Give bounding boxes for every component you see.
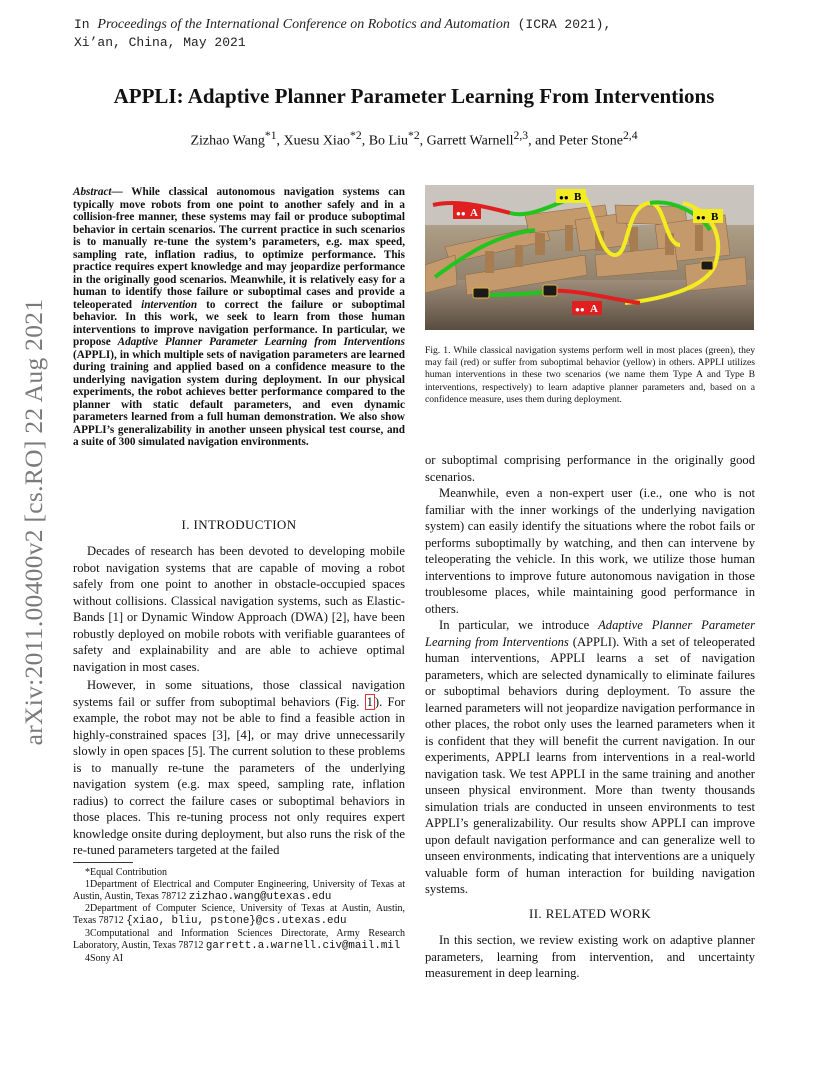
related-paragraph-1: In this section, we review existing work on adaptive planner parameters, learning from intervention, and uncertainty measurement in deep learning.	[425, 933, 755, 980]
footnote-rule	[73, 862, 133, 863]
conference-header	[74, 16, 774, 52]
footnote-2	[73, 903, 405, 928]
footnote-2-email: {xiao, bliu, pstone}@cs.utexas.edu	[126, 915, 347, 928]
intro-paragraph-1: Decades of research has been devoted to developing mobile robot navigation systems that are capable of moving a robot safely from one point to another in obstacle-occupied spaces without collisions. Classical navigation systems, such as Elastic-Bands [1] or Dynamic Window Approach (DWA) [2], have been robustly deployed on mobile robots with verifiable guarantees of safety and explainability and are able to achieve optimal navigation in most cases.	[73, 544, 405, 674]
abstract-text-2: to correct the failure or suboptimal behavior. In this work, we seek to learn from those human interventions to improve navigation performance. In particular, we propose	[73, 298, 405, 348]
conference-line-2: Xi’an, China, May 2021	[74, 35, 246, 50]
related-work-body	[425, 932, 755, 984]
abstract-label: Abstract	[73, 186, 112, 198]
footnotes	[73, 867, 405, 964]
footnote-1	[73, 879, 405, 904]
section-heading-related-work: II. RELATED WORK	[528, 906, 652, 921]
figure-1-caption: Fig. 1. While classical navigation systems perform well in most places (green), they may fail (red) or suffer from suboptimal behavior (yellow) in others. APPLI utilizes human interventions in these two scenarios (we name them Type A and Type B interventions, respectively) to learn adaptive planner parameters and, based on a confidence measure, uses them during deployment.	[425, 345, 755, 405]
abstract-method-name: Adaptive Planner Parameter Learning from Interventions	[117, 336, 405, 348]
right-column-body	[425, 452, 755, 898]
right-paragraph-1: Meanwhile, even a non-expert user (i.e., one who is not familiar with the inner workings of the underlying navigation system) can easily identify the situations where the robot fails or performs suboptimally by watching, and then can intervene by teleoperating the vehicle. In this work, we utilize those human interventions to improve future autonomous navigation in those troublesome places, while maintaining good performance in others.	[425, 486, 755, 616]
abstract-text-1: — While classical autonomous navigation systems can typically move robots from one point to another safely and in a collision-free manner, these systems may fail or produce suboptimal behavior in certain scenarios. The current practice in such scenarios is to manually re-tune the system’s parameters, e.g. max speed, sampling rate, inflation radius, to optimize performance. This practice requires expert knowledge and may jeopardize performance in the originally good scenarios. Meanwhile, it is relatively easy for a human to identify those failure or suboptimal cases and provide a teleoperated	[73, 186, 405, 311]
label-b-right: B	[711, 211, 719, 223]
section-heading-introduction: I. INTRODUCTION	[181, 517, 297, 532]
arxiv-id: arXiv:2011.00400v2 [cs.RO] 22 Aug 2021	[19, 298, 48, 746]
paper-title: APPLI: Adaptive Planner Parameter Learning From Interventions	[113, 84, 715, 108]
right-p2-start: In particular, we introduce	[439, 618, 599, 632]
intro-p2-start: However, in some situations, those classical navigation systems fail or suffer from suboptimal behaviors (Fig.	[73, 678, 405, 709]
arxiv-stamp	[14, 282, 54, 762]
abstract-text-3: (APPLI), in which multiple sets of navigation parameters are learned during training and applied based on a confidence measure to the underlying navigation system during deployment. In our physical experiments, the robot achieves better performance compared to the planner with static default parameters, and even dynamic parameters learned from a full human demonstration. We also show APPLI’s generalizability in another unseen physical test course, and a suite of 300 simulated navigation environments.	[73, 348, 405, 448]
abstract-intervention: intervention	[141, 298, 198, 311]
svg-text:●●: ●●	[456, 209, 466, 218]
label-a-top: A	[470, 207, 478, 219]
footnote-3	[73, 928, 405, 953]
abstract	[73, 186, 405, 449]
svg-text:●●: ●●	[559, 193, 569, 202]
maze-illustration	[425, 185, 754, 330]
footnote-3-text: 3Computational and Information Sciences Directorate, Army Research Laboratory, Austin, Texas 78712	[73, 927, 405, 951]
footnote-3-email: garrett.a.warnell.civ@mail.mil	[205, 939, 401, 952]
right-paragraph-0: or suboptimal comprising performance in the originally good scenarios.	[425, 453, 755, 484]
author-list: Zizhao Wang$^{*1}$, Xuesu Xiao$^{*2}$, Bo Liu$^{*2}$, Garrett Warnell$^{2,3}$, and Peter Stone$^{2,4}$	[190, 129, 638, 149]
footnote-equal: *Equal Contribution	[85, 867, 167, 878]
proceedings-name: Proceedings of the International Conference on Robotics and Automation	[97, 17, 510, 32]
right-p2-method-name: Adaptive Planner Parameter Learning from Interventions	[425, 618, 755, 649]
figure-1-image	[425, 185, 754, 330]
intro-p2-end: ). For example, the robot may not be able to find a feasible action in highly-constrained spaces [3], [4], or may drive unnecessarily slowly in open spaces [5]. The current solution to these problems is to manually re-tune the parameters of the underlying navigation system (e.g. max speed, sampling rate, inflation radius) to correct the failure cases or suboptimal behaviors in those places. This re-tuning process not only requires expert knowledge onsite during deployment, but also runs the risk of the re-tuned parameters targeted at the failed	[73, 694, 405, 857]
right-p2-end: (APPLI). With a set of teleoperated human interventions, APPLI learns a set of navigation parameters, which are selected dynamically to eliminate failures or suboptimal behaviors during deployment. To assure the learned parameters will not jeopardize navigation performance in other places, the robot only uses the learned parameters when it is confident that they will benefit the current navigation. In our experiments, APPLI learns from interventions in a real-world navigation task. We test APPLI in the same training and another unseen physical environment. More than twenty thousands simulation trials are conducted in unseen environments to test APPLI’s generalizability. Our results show APPLI can improve upon default navigation performance and can generalize well to unseen environments, indicating that interventions are a uniquely valuable form of human interaction for building navigation systems.	[425, 634, 755, 896]
footnote-1-email: zizhao.wang@utexas.edu	[188, 890, 332, 903]
right-paragraph-2	[425, 617, 755, 898]
footnote-2-text: 2Department of Computer Science, University of Texas at Austin, Austin, Texas 78712	[73, 903, 405, 927]
svg-text:●●: ●●	[575, 305, 585, 314]
figure-1-link[interactable]: 1	[366, 694, 373, 709]
conference-line-1	[74, 16, 774, 34]
intro-paragraph-2	[73, 677, 405, 859]
footnote-1-text: 1Department of Electrical and Computer Engineering, University of Texas at Austin, Austin, Texas 78712	[73, 878, 405, 902]
svg-text:●●: ●●	[696, 213, 706, 222]
header-suffix: (ICRA 2021),	[509, 17, 612, 32]
introduction-body	[73, 543, 405, 861]
header-prefix: In	[74, 17, 98, 32]
label-b-top: B	[574, 191, 582, 203]
label-a-bottom: A	[590, 303, 598, 315]
footnote-4: 4Sony AI	[85, 952, 124, 964]
